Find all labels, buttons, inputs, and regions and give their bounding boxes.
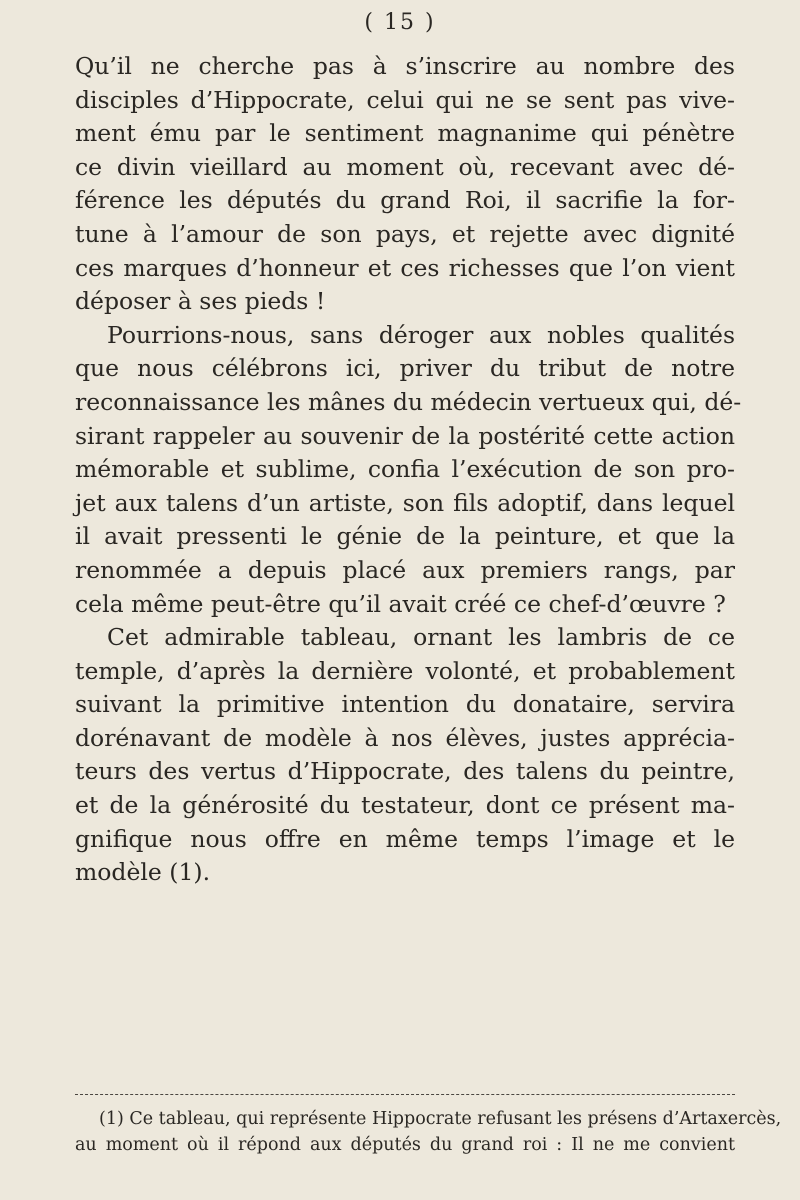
text-line: renommée a depuis placé aux premiers rangs, par (75, 555, 735, 584)
text-line: suivant la primitive intention du donataire, servira (75, 690, 735, 719)
text-line: jet aux talens d’un artiste, son fils adoptif, dans lequel (75, 488, 735, 517)
text-line: Qu’il ne cherche pas à s’inscrire au nombre des (75, 52, 735, 80)
text-line: disciples d’Hippocrate, celui qui ne se sent pas vive- (75, 85, 735, 114)
page-number: ( 15 ) (364, 10, 436, 35)
text-line: déposer à ses pieds ! (75, 287, 326, 316)
text-line: ment ému par le sentiment magnanime qui pénètre (75, 119, 735, 148)
text-line: mémorable et sublime, confia l’exécution de son pro- (75, 455, 735, 484)
text-line: ces marques d’honneur et ces richesses que l’on vient (75, 253, 735, 282)
text-line: Pourrions-nous, sans déroger aux nobles qualités (107, 320, 735, 349)
main-text (75, 50, 742, 890)
text-line: cela même peut-être qu’il avait créé ce chef-d’œuvre ? (75, 589, 726, 618)
text-line: ce divin vieillard au moment où, recevant avec dé- (75, 152, 735, 181)
text-line: que nous célébrons ici, priver du tribut de notre (75, 354, 735, 383)
text-line: dorénavant de modèle à nos élèves, justes apprécia- (75, 723, 735, 752)
text-line: Cet admirable tableau, ornant les lambris de ce (107, 623, 735, 652)
text-line: et de la générosité du testateur, dont ce présent ma- (75, 791, 735, 820)
footnote-line: (1) Ce tableau, qui représente Hippocrate refusant les présens d’Artaxercès, (99, 1109, 782, 1129)
text-line: temple, d’après la dernière volonté, et probablement (75, 656, 735, 685)
text-line: gnifique nous offre en même temps l’image et le (75, 824, 735, 853)
text-line: férence les députés du grand Roi, il sacrifie la for- (75, 186, 735, 215)
text-line: reconnaissance les mânes du médecin vertueux qui, dé- (75, 387, 742, 416)
footnote (75, 1106, 782, 1158)
text-line: sirant rappeler au souvenir de la postérité cette action (75, 421, 735, 450)
text-line: teurs des vertus d’Hippocrate, des talens du peintre, (75, 757, 735, 786)
text-line: tune à l’amour de son pays, et rejette avec dignité (75, 219, 735, 248)
text-line: modèle (1). (75, 858, 211, 887)
footnote-divider (75, 1094, 735, 1095)
text-line: il avait pressenti le génie de la peinture, et que la (75, 522, 735, 551)
footnote-line: au moment où il répond aux députés du grand roi : Il ne me convient (75, 1135, 735, 1155)
